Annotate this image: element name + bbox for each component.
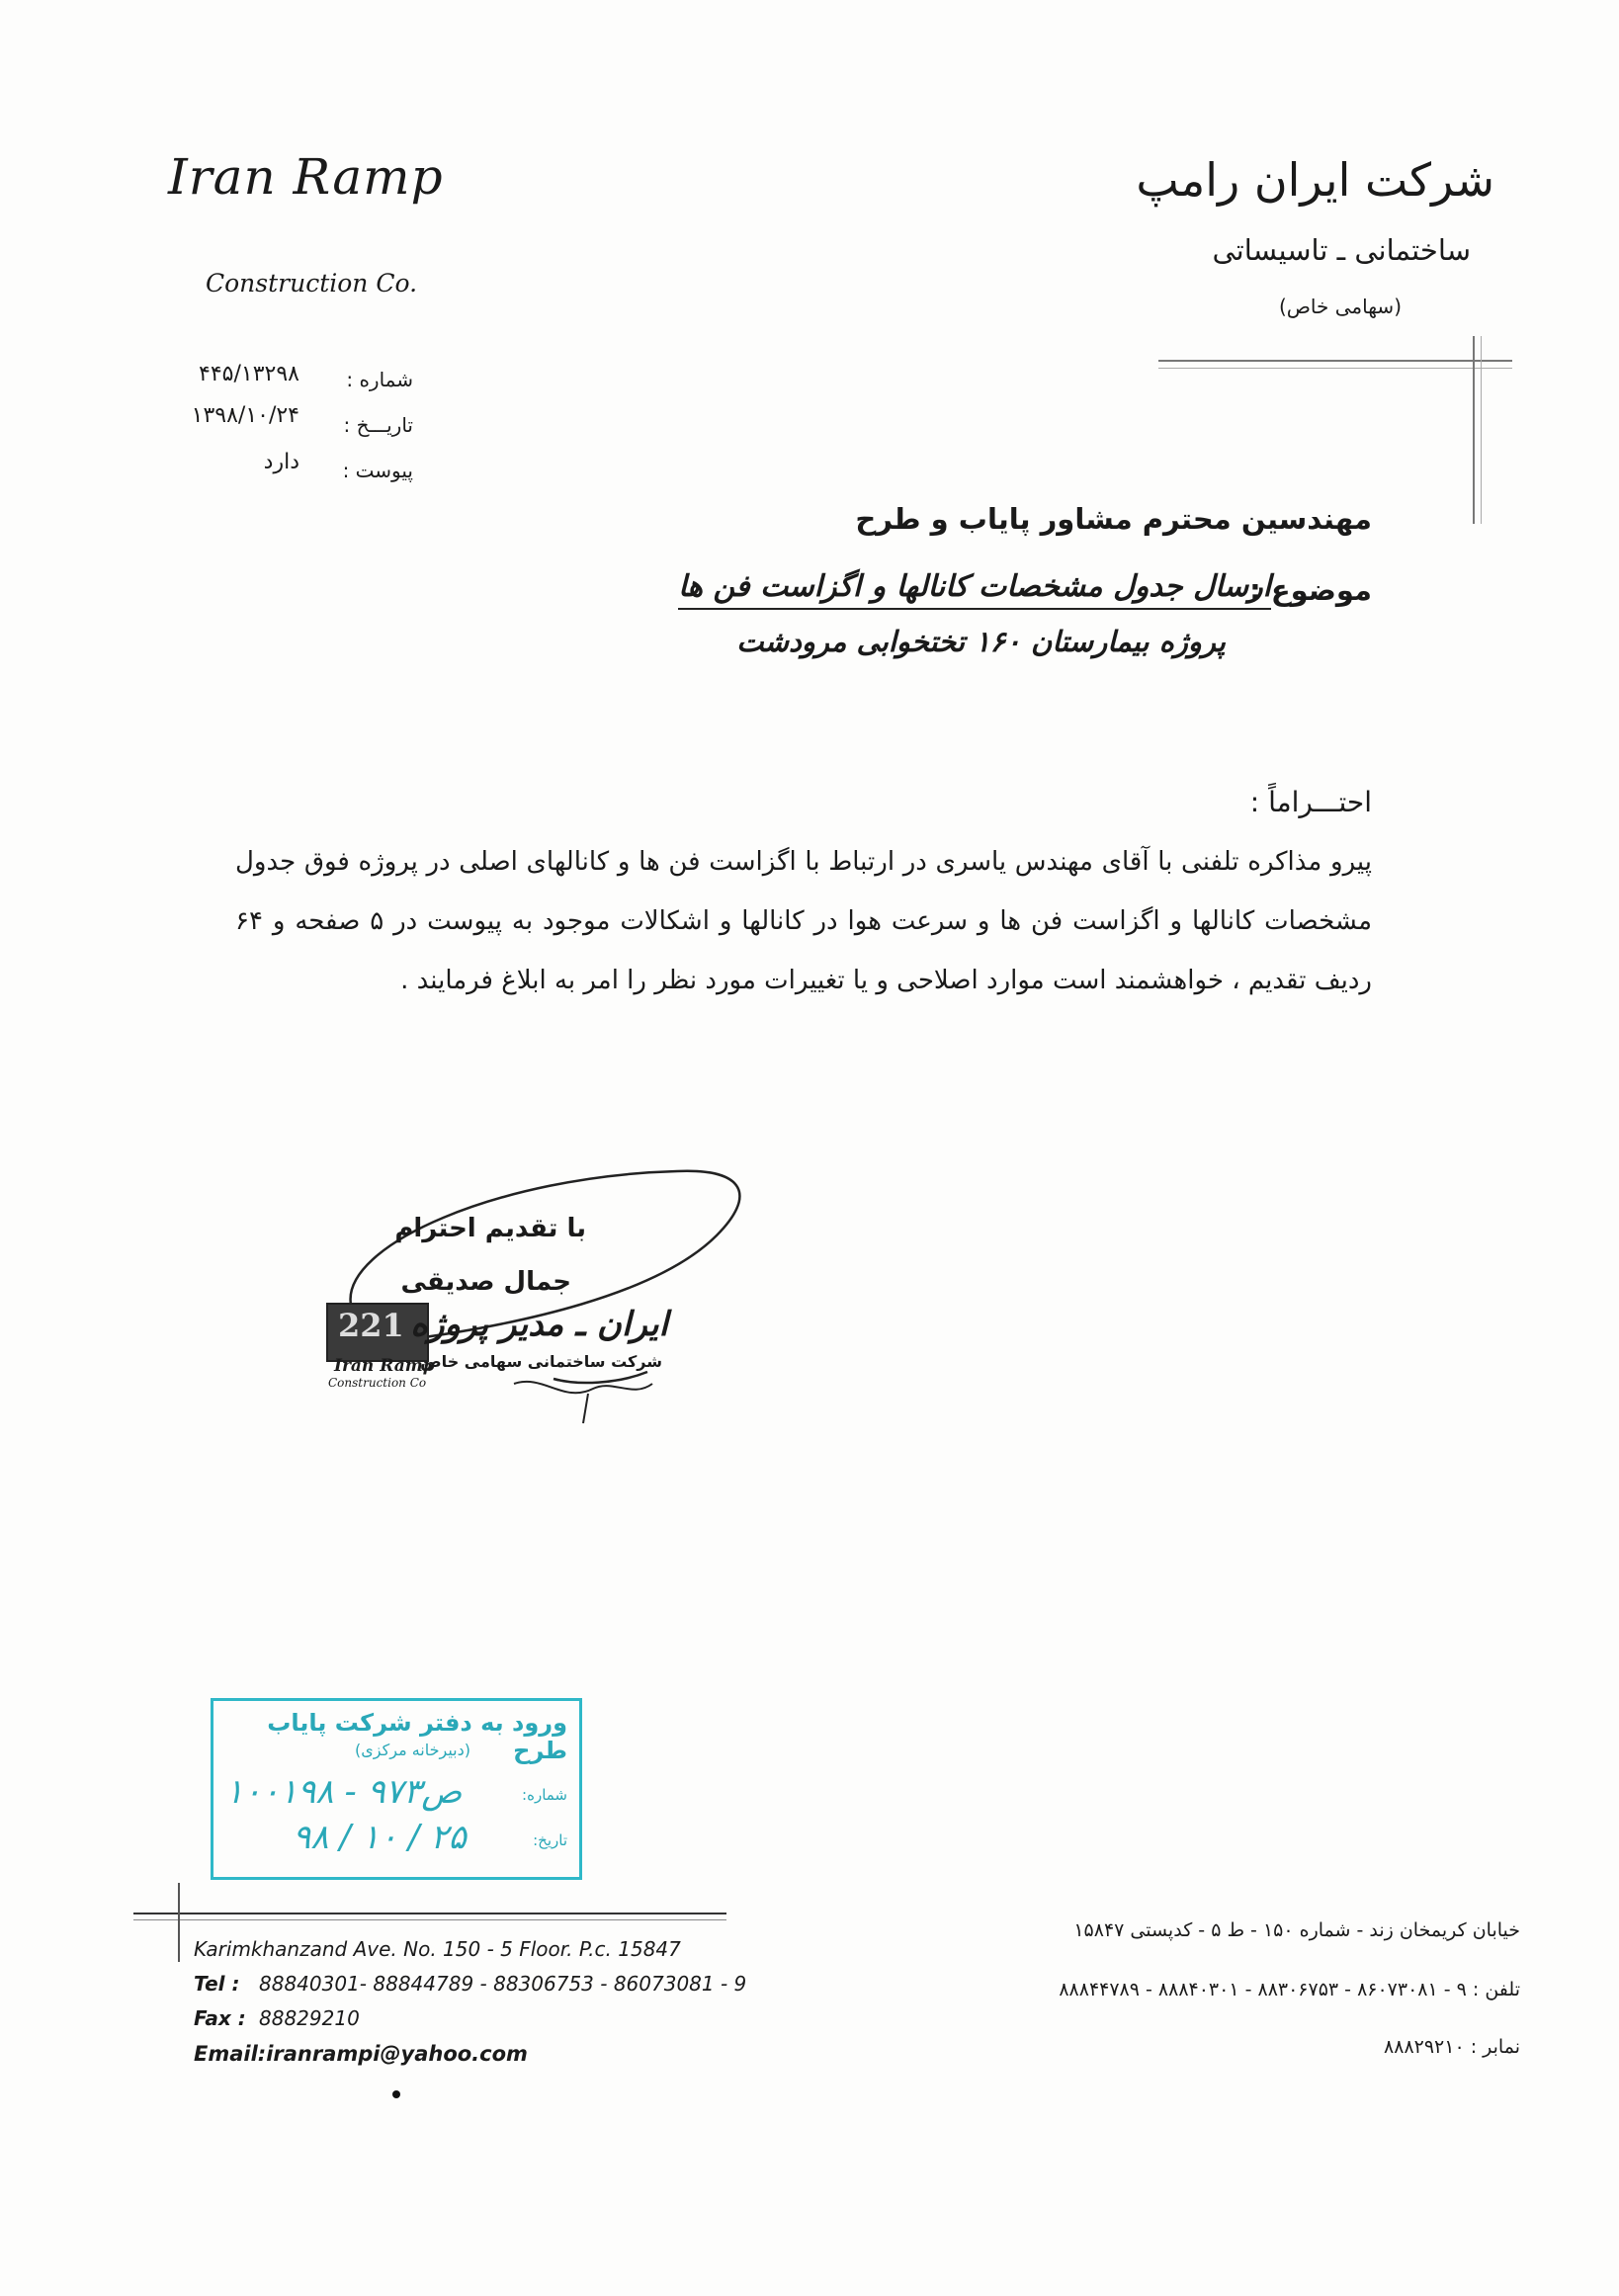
signature-flourish-icon [504, 1364, 692, 1433]
reference-attachment-value: دارد [263, 450, 299, 474]
subject-label: موضوع : [1249, 573, 1372, 607]
letter-greeting: احتـــراماً : [1249, 786, 1372, 818]
reference-number-label: شماره : [346, 368, 413, 391]
footer-email: Email:iranrampi@yahoo.com [194, 2042, 528, 2066]
seal-company-en-sub: Construction Co [328, 1376, 427, 1390]
letter-body: پیرو مذاکره تلفنی با آقای مهندس یاسری در ارتباط با اگزاست فن ها و کانالهای اصلی در پروژه فوق جدول مشخصات کانالها و اگزاست فن ها و سرعت هوا در کانالها و اشکالات موجود به پیوست در ۵ صفحه و ۶۴ ردیف تقدیم ، خواهشمند است موارد اصلاحی و یا تغییرات مورد نظر را امر به ابلاغ فرمایند . [235, 847, 1372, 995]
company-logo-en: Iran Ramp [168, 148, 444, 206]
reception-number-label: شماره: [522, 1786, 567, 1804]
reception-date-value: ۹۸ / ۱۰ / ۲۵ [293, 1818, 467, 1857]
company-subtitle-en: Construction Co. [206, 269, 418, 298]
reference-date-label: تاریـــخ : [343, 413, 413, 437]
company-type-fa: ساختمانی ـ تاسیساتی [1212, 233, 1471, 267]
footer-rule-vertical [178, 1883, 180, 1962]
closing-phrase: با تقدیم احترام [394, 1214, 586, 1243]
footer-rule-thin [133, 1919, 726, 1920]
reception-stamp [211, 1698, 582, 1880]
header-rule-horizontal [1158, 360, 1512, 362]
footer-tel-fa: تلفن : ۹ - ۸۶۰۷۳۰۸۱ - ۸۸۳۰۶۷۵۳ - ۸۸۸۴۰۳۰۱ - ۸۸۸۴۴۷۸۹ [1059, 1979, 1520, 2000]
letter-addressee: مهندسین محترم مشاور پایاب و طرح [855, 502, 1372, 536]
footer-fax-en: 88829210 [259, 2006, 360, 2030]
footer-fax-label: Fax : [194, 2006, 246, 2030]
footer-dot-icon [392, 2090, 400, 2098]
subject-text: ارسال جدول مشخصات کانالها و اگزاست فن ها [678, 569, 1271, 610]
signer-name: جمال صدیقی [400, 1267, 571, 1297]
reception-date-label: تاریخ: [533, 1831, 567, 1849]
seal-company-en: Iran Ramp [334, 1356, 435, 1376]
header-rule-vertical [1473, 336, 1475, 524]
company-name-fa: شرکت ایران رامپ [1136, 153, 1494, 207]
header-rule-vertical-thin [1481, 336, 1482, 524]
header-rule-horizontal-thin [1158, 368, 1512, 369]
footer-tel-en: 88840301- 88844789 - 88306753 - 86073081 - 9 [259, 1972, 747, 1996]
reference-date-value: ۱۳۹۸/۱۰/۲۴ [191, 403, 299, 428]
reception-stamp-subtitle: (دبیرخانه مرکزی) [355, 1741, 470, 1759]
footer-rule [133, 1913, 726, 1914]
project-name: پروژه بیمارستان ۱۶۰ تختخوابی مرودشت [736, 625, 1226, 658]
seal-number: 221 [338, 1307, 404, 1344]
footer-address-fa: خیابان کریمخان زند - شماره ۱۵۰ - ط ۵ - کدپستی ۱۵۸۴۷ [1073, 1919, 1520, 1941]
reception-number-value: ۱۰۰۱۹۸ - ۹۷۳ص [225, 1772, 463, 1812]
seal-company-fa: شرکت ساختمانی سهامی خاص [420, 1352, 662, 1371]
seal-title-fa: ایران ـ مدیر پروژه [410, 1305, 668, 1344]
reference-attachment-label: پیوست : [342, 459, 413, 482]
company-legal-form-fa: (سهامی خاص) [1278, 295, 1402, 318]
reception-stamp-title: ورود به دفتر شرکت پایاب طرح [267, 1709, 567, 1764]
footer-fax-fa: نمابر : ۸۸۸۲۹۲۱۰ [1384, 2036, 1520, 2058]
footer-address-en: Karimkhanzand Ave. No. 150 - 5 Floor. P.c. 15847 [194, 1937, 681, 1961]
footer-tel-label: Tel : [194, 1972, 240, 1996]
reference-number-value: ۴۴۵/۱۳۲۹۸ [199, 362, 299, 386]
